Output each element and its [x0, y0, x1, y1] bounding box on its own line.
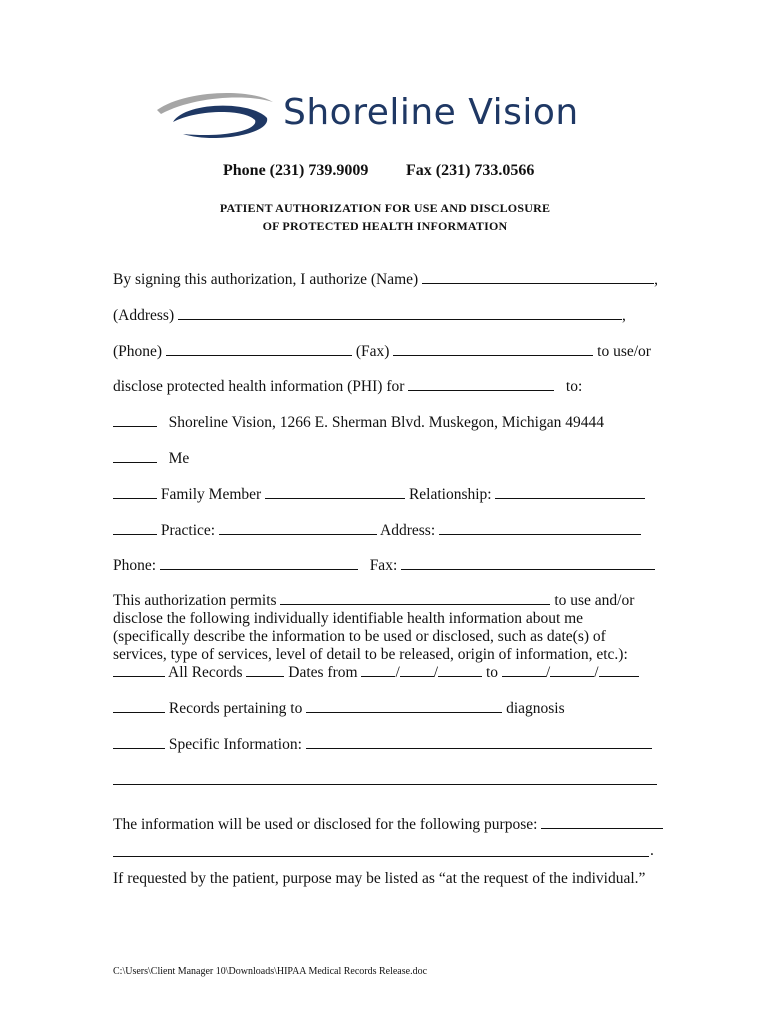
comma-text: ,	[622, 307, 626, 324]
practice-phone-fax-row	[113, 557, 655, 575]
option-shoreline-label: Shoreline Vision, 1266 E. Sherman Blvd. Muskegon, Michigan 49444	[168, 414, 604, 431]
option-shoreline-row	[113, 414, 604, 432]
all-records-row	[113, 664, 639, 682]
fax-field[interactable]	[393, 343, 593, 356]
comma-text: ,	[654, 271, 658, 288]
option-me-row	[113, 450, 189, 468]
address-row	[113, 307, 626, 325]
option-practice-row	[113, 522, 641, 540]
fax-label: (Fax)	[355, 343, 390, 360]
from-day-field[interactable]	[400, 664, 434, 677]
option-shoreline-check[interactable]	[113, 414, 157, 427]
form-title-line2: OF PROTECTED HEALTH INFORMATION	[262, 219, 508, 233]
option-practice-label: Practice:	[160, 522, 216, 539]
option-me-label: Me	[168, 450, 190, 467]
to-month-field[interactable]	[502, 664, 546, 677]
specific-info-row	[113, 736, 652, 754]
form-title-line1: PATIENT AUTHORIZATION FOR USE AND DISCLOSURE	[219, 201, 551, 215]
records-pertaining-check[interactable]	[113, 700, 165, 713]
name-field[interactable]	[422, 271, 654, 284]
dates-check[interactable]	[246, 664, 284, 677]
footer-file-path: C:\Users\Client Manager 10\Downloads\HIPAA Medical Records Release.doc	[113, 966, 428, 977]
diagnosis-field[interactable]	[306, 700, 502, 713]
permits-body-text: disclose the following individually identifiable health information about me (specifically describe the information to be used or disclosed, such as date(s) of services, type of services, level of detail to be released, origin of information, etc.):	[113, 610, 628, 663]
phone-fax-row	[113, 343, 651, 361]
practice-address-label: Address:	[380, 522, 436, 539]
option-me-check[interactable]	[113, 450, 157, 463]
family-member-field[interactable]	[265, 486, 405, 499]
diagnosis-label: diagnosis	[506, 700, 565, 717]
practice-address-field[interactable]	[439, 522, 641, 535]
purpose-continued-field[interactable]	[113, 856, 649, 857]
if-requested-text: If requested by the patient, purpose may be listed as “at the request of the individual.”	[113, 870, 646, 887]
permits-label: This authorization permits	[113, 592, 277, 609]
records-pertaining-row	[113, 700, 565, 718]
option-family-check[interactable]	[113, 486, 157, 499]
option-family-label: Family Member	[160, 486, 262, 503]
to-day-field[interactable]	[550, 664, 594, 677]
purpose-label: The information will be used or disclosed for the following purpose:	[113, 816, 538, 833]
fax-number: Fax (231) 733.0566	[406, 162, 535, 179]
phi-purpose-field[interactable]	[408, 378, 554, 391]
slash-text: /	[594, 664, 599, 681]
relationship-field[interactable]	[495, 486, 645, 499]
slash-text: /	[395, 664, 400, 681]
authorize-name-label: By signing this authorization, I authorize (Name)	[113, 271, 419, 288]
practice-phone-field[interactable]	[160, 557, 358, 570]
practice-phone-label: Phone:	[113, 557, 157, 574]
from-year-field[interactable]	[438, 664, 482, 677]
address-label: (Address)	[113, 307, 175, 324]
to-use-and-or-text: to use and/or	[554, 592, 635, 609]
option-family-row	[113, 486, 645, 504]
practice-fax-field[interactable]	[401, 557, 655, 570]
practice-field[interactable]	[219, 522, 377, 535]
slash-text: /	[433, 664, 439, 681]
phone-field[interactable]	[166, 343, 352, 356]
all-records-label: All Records	[168, 664, 243, 681]
disclose-phi-row	[113, 378, 582, 396]
authorize-name-row	[113, 271, 658, 289]
specific-info-continued-field[interactable]	[113, 784, 657, 785]
address-field[interactable]	[178, 307, 622, 320]
dates-from-label: Dates from	[288, 664, 358, 681]
phone-label: (Phone)	[113, 343, 163, 360]
to-use-or-text: to use/or	[597, 343, 651, 360]
specific-info-check[interactable]	[113, 736, 165, 749]
purpose-field[interactable]	[541, 816, 663, 829]
phone-number: Phone (231) 739.9009	[223, 162, 369, 179]
specific-info-label: Specific Information:	[168, 736, 302, 753]
slash-text: /	[545, 664, 551, 681]
disclose-phi-label: disclose protected health information (PHI) for	[113, 378, 405, 395]
permits-paragraph	[113, 592, 658, 664]
company-logo	[155, 88, 615, 148]
option-practice-check[interactable]	[113, 522, 157, 535]
relationship-label: Relationship:	[408, 486, 492, 503]
from-month-field[interactable]	[361, 664, 395, 677]
to-text: to:	[565, 378, 583, 395]
logo-text: Shoreline Vision	[283, 92, 579, 133]
all-records-check[interactable]	[113, 664, 165, 677]
period-text: .	[650, 842, 654, 859]
practice-fax-label: Fax:	[369, 557, 398, 574]
specific-info-field[interactable]	[306, 736, 652, 749]
logo-swoosh-icon	[155, 88, 285, 148]
to-year-field[interactable]	[599, 664, 639, 677]
records-pertaining-label: Records pertaining to	[168, 700, 303, 717]
purpose-row	[113, 816, 663, 834]
permitted-party-field[interactable]	[280, 592, 550, 605]
dates-to-label: to	[485, 664, 498, 681]
